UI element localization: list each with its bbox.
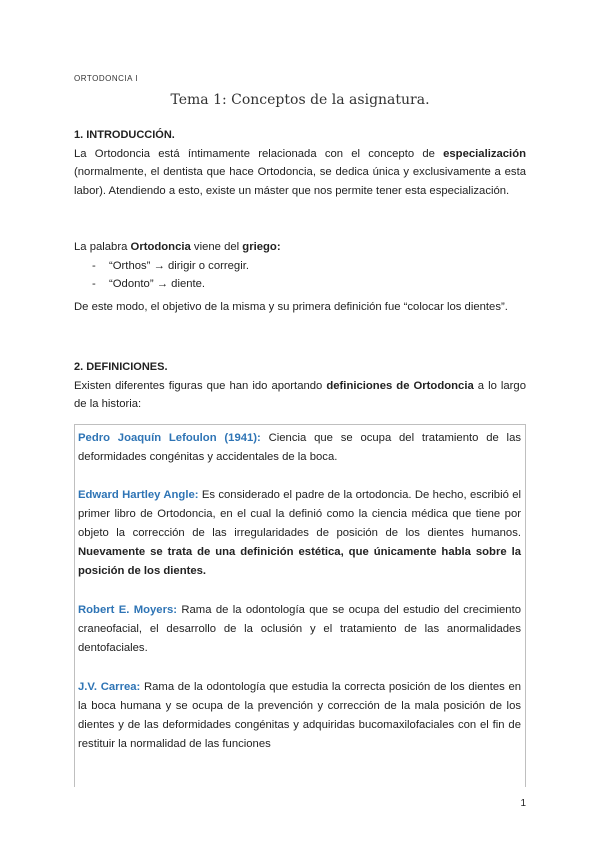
bold-term: especialización	[443, 147, 526, 160]
author-name: J.V. Carrea:	[78, 681, 141, 693]
bold-term: griego:	[242, 241, 281, 253]
definition-text: Rama de la odontología que se ocupa del estudio del crecimiento craneofacial, el desarrollo de la oclusión y el tratamiento de las anormalidades dentofaciales.	[78, 604, 522, 654]
definition-text: Es considerado el padre de la ortodoncia. De hecho, escribió el primer libro de Ortodoncia, en el cual la definió como la ciencia médica que tiene por objeto la corrección de las irregularidades de posición de los dientes humanos.	[78, 489, 521, 539]
definition-angle	[78, 486, 521, 581]
page-number: 1	[520, 798, 526, 809]
list-item: - “Orthos” → dirigir o corregir.	[92, 257, 526, 276]
definition-moyers	[78, 601, 521, 658]
definition-text: Ciencia que se ocupa del tratamiento de las deformidades congénitas y accidentales de la boca.	[78, 432, 521, 463]
definitions-intro	[74, 377, 526, 414]
etymology-paragraph	[74, 238, 526, 257]
text-run: viene del	[190, 241, 243, 253]
author-name: Edward Hartley Angle:	[78, 489, 199, 501]
objective-paragraph: De este modo, el objetivo de la misma y su primera definición fue “colocar los dientes”.	[74, 300, 508, 313]
section-heading-definitions: 2. DEFINICIONES.	[74, 361, 168, 373]
bold-term: definiciones de Ortodoncia	[326, 379, 474, 392]
text-run: a lo largo de la historia:	[74, 379, 527, 410]
etymology-list	[74, 257, 526, 294]
list-item: - “Odonto” → diente.	[92, 275, 526, 294]
section-definitions	[74, 358, 526, 414]
author-name: Robert E. Moyers:	[78, 604, 178, 616]
text-run: La Ortodoncia está íntimamente relacionada con el concepto de	[74, 147, 444, 160]
bold-term: Ortodoncia	[130, 241, 191, 253]
definition-carrea	[78, 678, 521, 754]
definition-text: Rama de la odontología que estudia la correcta posición de los dientes en la boca humana y se ocupa de la prevención y corrección de la mala posición de los dientes y de las deformidades congénitas y adquiridas bucomaxilofaciales con el fin de restituir la normalidad de las funciones	[78, 681, 522, 750]
running-header: ORTODONCIA I	[74, 74, 138, 83]
author-name: Pedro Joaquín Lefoulon (1941):	[78, 432, 261, 444]
section-heading-introduction: 1. INTRODUCCIÓN.	[74, 129, 175, 141]
page-title: Tema 1: Conceptos de la asignatura.	[170, 92, 430, 108]
section-introduction	[74, 126, 526, 200]
text-run: Existen diferentes figuras que han ido aportando	[74, 379, 327, 392]
text-run: La palabra	[74, 241, 131, 253]
definition-emphasis: Nuevamente se trata de una definición estética, que únicamente habla sobre la posición de los dientes.	[78, 546, 521, 577]
definition-lefoulon	[78, 429, 521, 467]
intro-paragraph	[74, 145, 526, 201]
text-run: (normalmente, el dentista que hace Ortodoncia, se dedica única y exclusivamente a esta labor). Atendiendo a esto, existe un máster que nos permite tener esta especialización.	[74, 166, 526, 197]
etymology-block	[74, 238, 526, 316]
